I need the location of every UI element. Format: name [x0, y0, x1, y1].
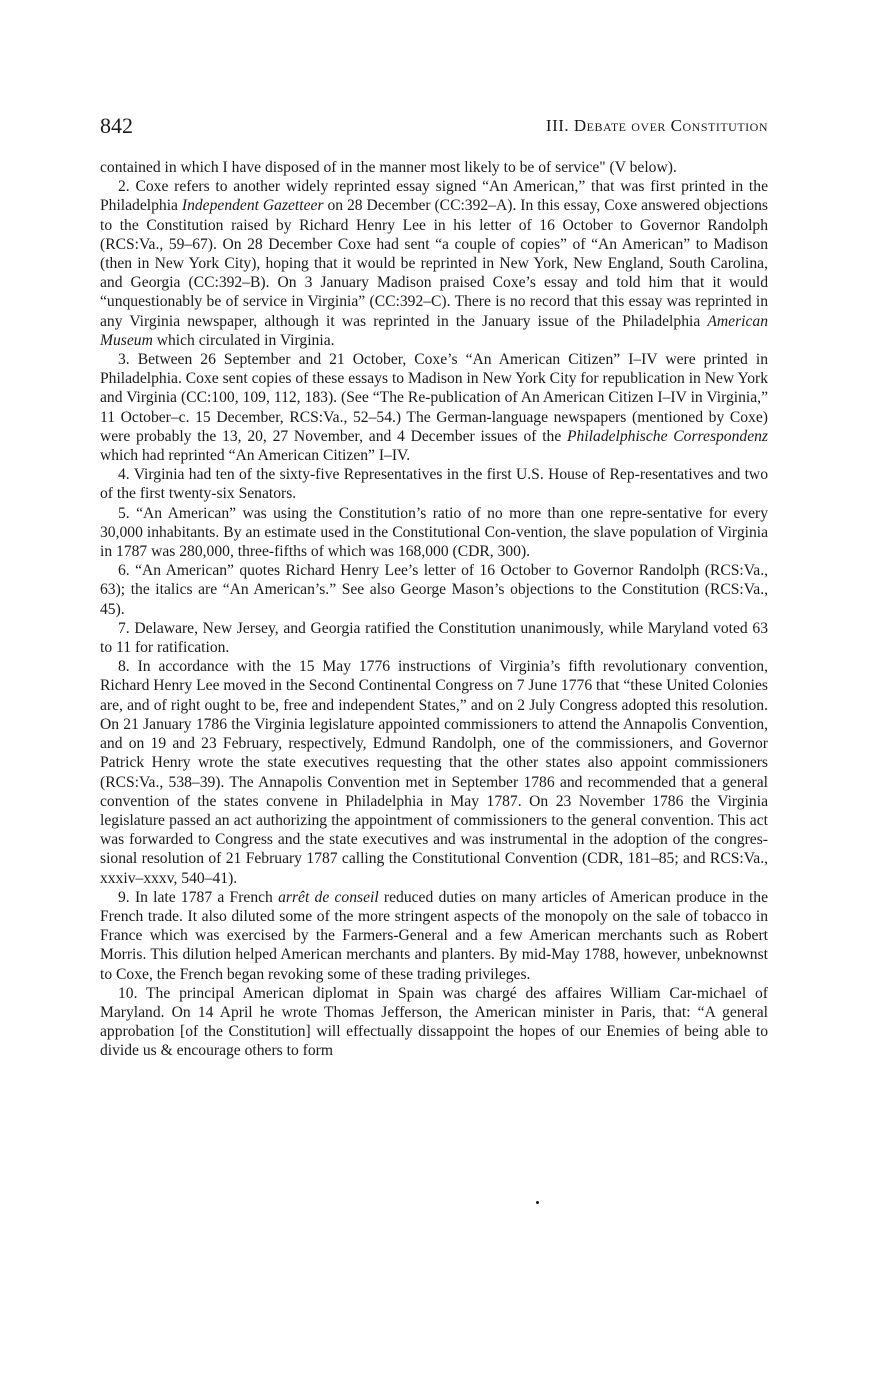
note-paragraph	[100, 888, 768, 984]
notes-body	[100, 158, 768, 1061]
page-header	[100, 112, 768, 140]
note-text: which had reprinted “An American Citizen” I–IV.	[100, 447, 411, 465]
note-text: 3. Between 26 September and 21 October, Coxe’s “An American Citizen” I–IV were printed in Philadelphia. Coxe sent copies of these essays to Madison in New York City for republication in New York and Virginia (CC:100, 109, 112, 183). (See “The Re-publication of An American Citizen I–IV in Virginia,” 11 October–c. 15 December, RCS:Va., 52–54.) The German-language newspapers (mentioned by Coxe) were probably the 13, 20, 27 November, and 4 December issues of the	[100, 351, 768, 445]
note-text: 6. “An American” quotes Richard Henry Lee’s letter of 16 October to Governor Randolph (RCS:Va., 63); the italics are “An American’s.” See also George Mason’s objections to the Constitution (RCS:Va., 45).	[100, 562, 768, 618]
stray-mark	[536, 1201, 539, 1204]
note-paragraph	[100, 177, 768, 350]
italic-title: Independent Gazetteer	[181, 197, 324, 215]
note-paragraph	[100, 984, 768, 1061]
note-text: 9. In late 1787 a French	[118, 888, 279, 906]
note-text: reduced duties on many articles of American produce in the French trade. It also diluted some of the more stringent aspects of the monopoly on the sale of tobacco in France which was exercised by the Farmers-General and a few American merchants such as Robert Morris. This dilution helped American merchants and planters. By mid-May 1788, however, unbeknownst to Coxe, the French began revoking some of these trading privileges.	[100, 888, 769, 983]
note-text: on 28 December (CC:392–A). In this essay, Coxe answered objections to the Constitution raised by Richard Henry Lee in his letter of 16 October to Governor Randolph (RCS:Va., 59–67). On 28 December Coxe had sent “a couple of copies” of “An American” to Madison (then in New York City), hoping that it would be reprinted in New York, New England, South Carolina, and Georgia (CC:392–B). On 3 January Madison praised Coxe’s essay and told him that it would “unquestionably be of service in Virginia” (CC:392–C). There is no record that this essay was reprinted in any Virginia newspaper, although it was reprinted in the January issue of the Philadelphia	[100, 197, 768, 330]
note-paragraph	[100, 561, 768, 619]
note-paragraph	[100, 619, 768, 657]
italic-title: American Museum	[100, 312, 768, 349]
running-head: III. Debate over Constitution	[545, 116, 768, 135]
note-text: 2. Coxe refers to another widely reprinted essay signed “An American,” that was first printed in the Philadelphia	[100, 178, 768, 215]
continuation-paragraph: contained in which I have disposed of in the manner most likely to be of service" (V below).	[100, 159, 677, 176]
note-text: 8. In accordance with the 15 May 1776 instructions of Virginia’s fifth revolutionary convention, Richard Henry Lee moved in the Second Continental Congress on 7 June 1776 that “these United Colonies are, and of right ought to be, free and independent States,” and on 2 July Congress adopted this resolution. On 21 January 1786 the Virginia legislature appointed commissioners to attend the Annapolis Convention, and on 19 and 23 February, respectively, Edmund Randolph, one of the commissioners, and Governor Patrick Henry wrote the state executives requesting that the other states also appoint commissioners (RCS:Va., 538–39). The Annapolis Convention met in September 1786 and recommended that a general convention of the states convene in Philadelphia in May 1787. On 23 November 1786 the Virginia legislature passed an act authorizing the appointment of commissioners to the general convention. This act was forwarded to Congress and the state executives and was instrumental in the adoption of the congres-sional resolution of 21 February 1787 calling the Constitutional Convention (CDR, 181–85; and RCS:Va., xxxiv–xxxv, 540–41).	[100, 658, 768, 887]
note-paragraph	[100, 350, 768, 465]
note-text: 10. The principal American diplomat in Spain was chargé des affaires William Car-michael of Maryland. On 14 April he wrote Thomas Jefferson, the American minister in Paris, that: “A general approbation [of the Constitution] will effectually dissappoint the hopes of our Enemies of being able to divide us & encourage others to form	[100, 984, 768, 1060]
italic-title: Philadelphische Correspondenz	[567, 427, 768, 445]
italic-title: arrêt de conseil	[278, 888, 379, 906]
note-text: 7. Delaware, New Jersey, and Georgia ratified the Constitution unanimously, while Maryland voted 63 to 11 for ratification.	[100, 619, 768, 657]
page-number: 842	[100, 113, 133, 138]
note-text: which circulated in Virginia.	[152, 331, 335, 349]
note-paragraph	[100, 465, 768, 503]
note-paragraph	[100, 657, 768, 887]
note-text: 5. “An American” was using the Constitution’s ratio of no more than one repre-sentative for every 30,000 inhabitants. By an estimate used in the Constitutional Con-vention, the slave population of Virginia in 1787 was 280,000, three-fifths of which was 168,000 (CDR, 300).	[100, 504, 768, 561]
note-paragraph	[100, 504, 768, 562]
note-text: 4. Virginia had ten of the sixty-five Representatives in the first U.S. House of Rep-resentatives and two of the first twenty-six Senators.	[100, 466, 768, 503]
